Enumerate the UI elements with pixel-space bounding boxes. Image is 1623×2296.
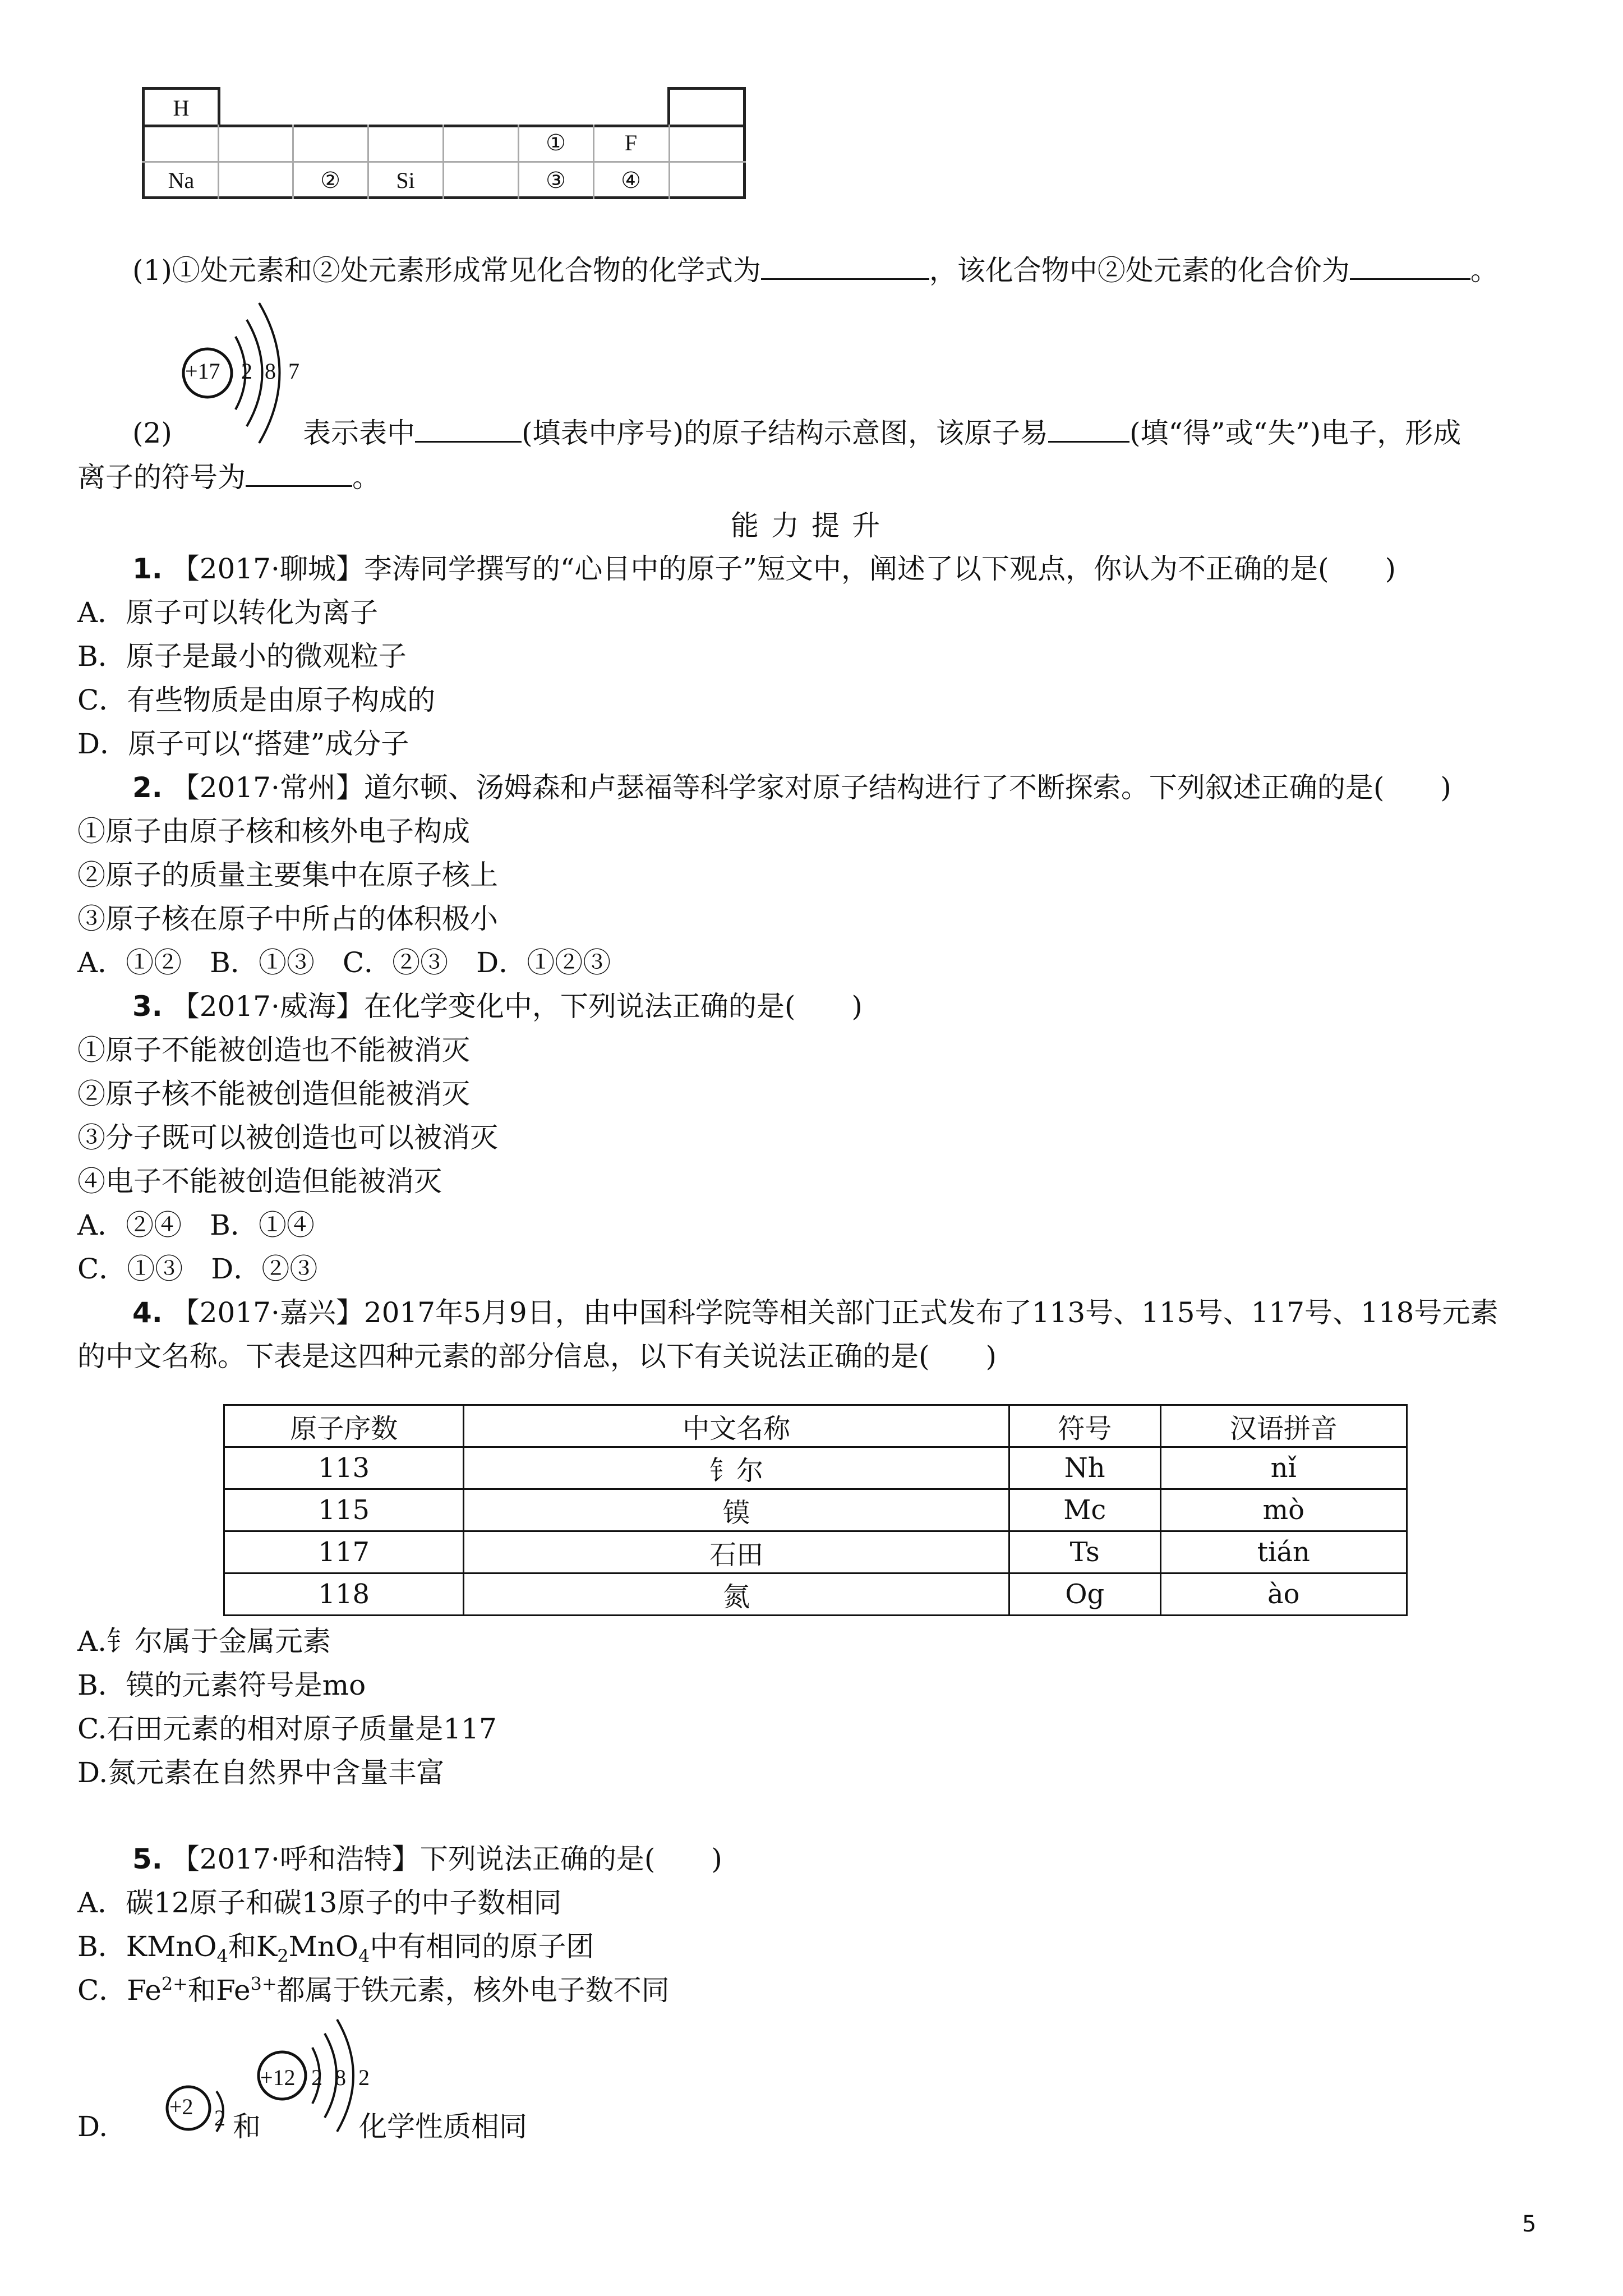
pt-symbol-na: Na (168, 168, 195, 193)
q5-option-d-label[interactable]: D. (77, 2110, 108, 2143)
q3-statement-4: ④电子不能被创造但能被消灭 (77, 1165, 442, 1198)
q3-options-1[interactable]: A．②④ B．①④ (77, 1209, 315, 1241)
q3-options-2[interactable]: C．①③ D．②③ (77, 1253, 318, 1285)
answer-blank[interactable] (415, 415, 522, 443)
q5-option-d-mid: 和 (233, 2110, 261, 2143)
page-number: 5 (1522, 2211, 1537, 2237)
q3-stem: 3. 【2017·威海】在化学变化中，下列说法正确的是( ) (132, 990, 863, 1023)
section-title: 能力提升 (731, 509, 892, 542)
q5-option-b[interactable]: B．KMnO$_4$和$K_2MnO_4$中有相同的原子团 (77, 1930, 594, 1967)
pt-symbol-h: H (173, 95, 190, 121)
answer-blank[interactable] (1350, 252, 1470, 280)
q3-statement-3: ③分子既可以被创造也可以被消灭 (77, 1121, 498, 1154)
q1-option-a[interactable]: A．原子可以转化为离子 (77, 596, 379, 629)
table-header: 原子序数 (224, 1405, 464, 1447)
q1-stem: 1. 【2017·聊城】李涛同学撰写的“心目中的原子”短文中，阐述了以下观点，你认为不正确的是( ) (132, 553, 1396, 585)
q3-statement-1: ①原子不能被创造也不能被消灭 (77, 1034, 470, 1066)
atom-he-nucleus: +2 (169, 2094, 193, 2119)
element-info-table (223, 1404, 1408, 1616)
q5-stem: 5. 【2017·呼和浩特】下列说法正确的是( ) (132, 1843, 722, 1875)
answer-blank[interactable] (1048, 415, 1129, 443)
table-header: 符号 (1009, 1405, 1160, 1447)
pt-marker-3: ③ (546, 168, 566, 193)
pt-cell-right-top-frame (667, 87, 746, 127)
table-header: 汉语拼音 (1160, 1405, 1407, 1447)
table-row: 115 镆 Mc mò (224, 1489, 1407, 1531)
q3-statement-2: ②原子核不能被创造但能被消灭 (77, 1078, 470, 1110)
table-row: 117 石田 Ts tián (224, 1531, 1407, 1573)
pt-marker-1: ① (546, 130, 566, 155)
pt-marker-2: ② (320, 168, 340, 193)
q2-statement-1: ①原子由原子核和核外电子构成 (77, 815, 470, 848)
question-part-2-cont: 离子的符号为 。 (77, 455, 380, 499)
table-header-row (224, 1405, 1407, 1447)
question-part-2: 表示表中 (填表中序号)的原子结构示意图，该原子易 (填“得”或“失”)电子，形成 (303, 411, 1461, 455)
pt-marker-4: ④ (621, 168, 641, 193)
atom-mg-nucleus: +12 (260, 2065, 296, 2090)
answer-blank[interactable] (761, 252, 929, 280)
table-row: 113 钅尔 Nh nǐ (224, 1447, 1407, 1489)
atom-cl-nucleus: +17 (185, 358, 220, 384)
pt-symbol-si: Si (396, 168, 415, 193)
atom-he-shells: 2 (214, 2105, 225, 2131)
q1-option-c[interactable]: C．有些物质是由原子构成的 (77, 684, 436, 716)
q2-options[interactable]: A．①② B．①③ C．②③ D．①②③ (77, 946, 611, 979)
atom-cl-shells: 2 8 7 (241, 358, 303, 384)
q4-stem-cont: 的中文名称。下表是这四种元素的部分信息，以下有关说法正确的是( ) (77, 1340, 997, 1373)
q4-option-b[interactable]: B．镆的元素符号是mo (77, 1669, 366, 1701)
q5-option-a[interactable]: A．碳12原子和碳13原子的中子数相同 (77, 1887, 562, 1919)
q5-option-d-end: 化学性质相同 (359, 2110, 527, 2143)
q2-statement-3: ③原子核在原子中所占的体积极小 (77, 903, 498, 935)
q2-statement-2: ②原子的质量主要集中在原子核上 (77, 859, 498, 891)
q2-stem: 2. 【2017·常州】道尔顿、汤姆森和卢瑟福等科学家对原子结构进行了不断探索。下列叙述正确的是( ) (132, 771, 1451, 804)
table-row: 118 氮 Og ào (224, 1573, 1407, 1616)
answer-blank[interactable] (246, 459, 352, 487)
q4-option-a[interactable]: A.钅尔属于金属元素 (77, 1625, 331, 1658)
q4-option-c[interactable]: C.石田元素的相对原子质量是117 (77, 1713, 497, 1745)
q4-stem: 4. 【2017·嘉兴】2017年5月9日，由中国科学院等相关部门正式发布了113号、115号、117号、118号元素 (132, 1296, 1498, 1329)
question-part-2-label: (2) (132, 417, 172, 449)
q5-option-c[interactable]: C．$Fe^{2+}$和$Fe^{3+}$都属于铁元素，核外电子数不同 (77, 1973, 670, 2007)
pt-symbol-f: F (624, 130, 638, 155)
atom-mg-shells: 2 8 2 (311, 2065, 373, 2090)
q4-option-d[interactable]: D.氮元素在自然界中含量丰富 (77, 1756, 445, 1789)
table-header: 中文名称 (464, 1405, 1009, 1447)
q1-option-d[interactable]: D．原子可以“搭建”成分子 (77, 728, 409, 760)
q1-option-b[interactable]: B．原子是最小的微观粒子 (77, 640, 407, 673)
question-part-1: (1)①处元素和②处元素形成常见化合物的化学式为 ，该化合物中②处元素的化合价为 。 (132, 249, 1498, 292)
